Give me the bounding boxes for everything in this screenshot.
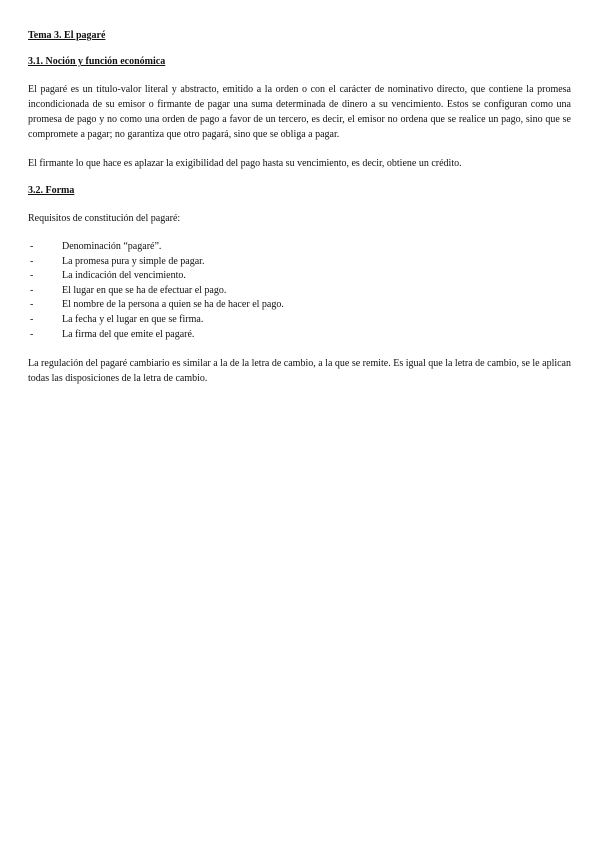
- list-item: [28, 240, 571, 255]
- list-item: [28, 255, 571, 270]
- list-dash: -: [30, 255, 34, 267]
- paragraph-credit: El firmante lo que hace es aplazar la exigibilidad del pago hasta su vencimiento, es decir, obtiene un crédito.: [28, 158, 462, 169]
- section-heading-nocion: 3.1. Noción y función económica: [28, 56, 166, 67]
- section-heading-forma: 3.2. Forma: [28, 185, 75, 196]
- list-item: [28, 298, 571, 313]
- list-item-text: La firma del que emite el pagaré.: [62, 328, 195, 340]
- list-dash: -: [30, 313, 34, 325]
- requirements-intro: Requisitos de constitución del pagaré:: [28, 213, 181, 224]
- paragraph-definition: El pagaré es un título-valor literal y abstracto, emitido a la orden o con el carácter de nominativo directo, que contiene la promesa incondicionada de su emisor o firmante de pagar una suma determinada de dinero a su vencimiento. Estos se configuran como una promesa de pago y no como una orden de pago a favor de un tercero, es decir, el emisor no ordena que se realice un pago, sino que se compromete a pagar; no garantiza que otro pagará, sino que se obliga a pagar.: [28, 84, 571, 140]
- list-item: [28, 269, 571, 284]
- list-dash: -: [30, 270, 34, 282]
- list-item-text: El lugar en que se ha de efectuar el pago.: [62, 284, 227, 296]
- list-item: [28, 284, 571, 299]
- list-item-text: El nombre de la persona a quien se ha de hacer el pago.: [62, 299, 284, 311]
- list-item: [28, 328, 571, 343]
- list-item: [28, 313, 571, 328]
- list-item-text: La fecha y el lugar en que se firma.: [62, 313, 204, 325]
- list-item-text: La indicación del vencimiento.: [62, 270, 186, 282]
- list-dash: -: [30, 241, 34, 252]
- list-dash: -: [30, 284, 34, 296]
- list-dash: -: [30, 328, 34, 340]
- list-dash: -: [30, 299, 34, 311]
- requirements-list: [28, 240, 571, 342]
- page-title: Tema 3. El pagaré: [28, 30, 106, 41]
- document-content: [28, 30, 571, 400]
- paragraph-regulation: La regulación del pagaré cambiario es similar a la de la letra de cambio, a la que se remite. Es igual que la letra de cambio, se le aplican todas las disposiciones de la letra de cambio.: [28, 358, 571, 385]
- list-item-text: La promesa pura y simple de pagar.: [62, 255, 205, 267]
- list-item-text: Denominación “pagaré”.: [62, 241, 162, 252]
